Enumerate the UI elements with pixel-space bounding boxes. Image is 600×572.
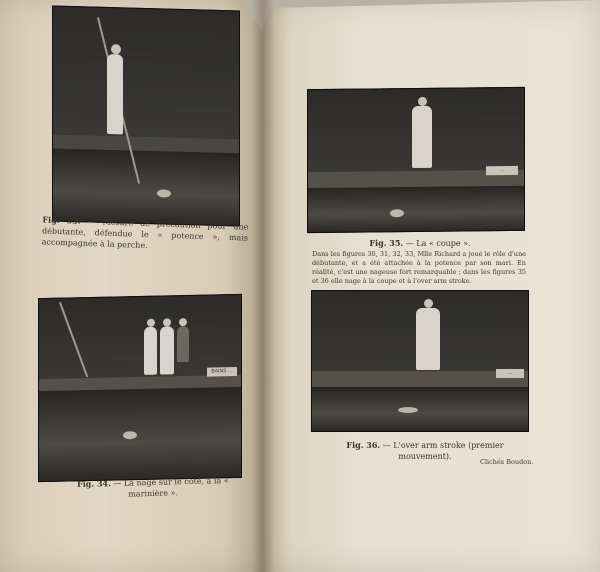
caption-fig35-label: Fig. 35. [369,238,404,248]
caption-fig33-label: Fig. 33. [42,214,81,226]
sign-fig34: BAINS ... [207,367,237,377]
photo-credit: Clichés Boudon. [480,458,534,466]
sign-fig36: ... [496,369,524,378]
caption-fig36-text: — L'over arm stroke (premier mouvement). [382,441,504,461]
photo-fig34 [38,294,242,482]
photo-fig33 [52,6,240,227]
right-page [262,0,600,572]
caption-fig33-text: — Mesure de précaution pour une débutante, défendue le « potence », mais accompagnée à la perche. [41,216,249,251]
caption-fig35 [340,238,500,249]
caption-fig34-label: Fig. 34. [76,478,111,489]
photo-fig35 [307,87,525,233]
caption-fig34-text: — La nage sur le côté, à la « marinière ». [113,476,229,499]
photo-fig36 [311,290,529,432]
caption-fig35-text: — La « coupe ». [405,239,471,248]
sign-fig35: ... [486,166,518,175]
caption-fig36-label: Fig. 36. [346,440,381,450]
book-gutter [252,0,274,572]
paragraph-text: Dans les figures 30, 31, 32, 33, Mlle Richard a joué le rôle d'une débutante, et a été attachée à la potence par son mari. En réalité, c'est une nageuse fort remarquable ; dans les figures 35 et 36 elle nage à la coupe et à l'over arm stroke. [312,250,526,285]
